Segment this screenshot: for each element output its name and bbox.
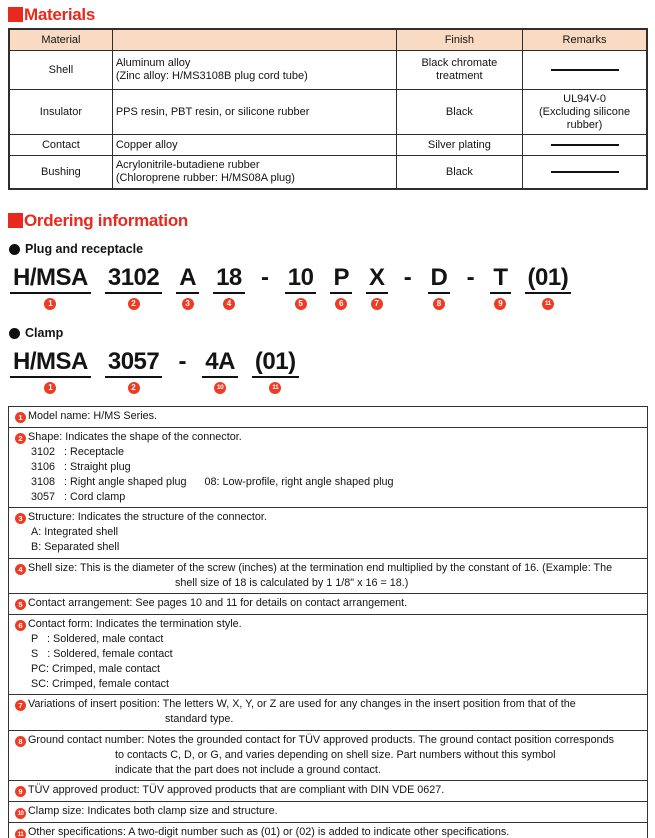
note-number-badge: 1 — [15, 412, 26, 423]
segment-number-badge: 3 — [182, 298, 194, 310]
note-line — [15, 783, 641, 798]
clamp-part-number — [10, 349, 648, 394]
description-cell — [112, 156, 396, 190]
materials-title: Materials — [24, 5, 96, 24]
note-line — [15, 825, 641, 838]
plug-code-segment — [285, 265, 317, 310]
note-line: 3102 : Receptacle — [31, 445, 125, 458]
note-line: shell size of 18 is calculated by 1 1/8" x 16 = 18.) — [175, 576, 409, 589]
material-cell: Insulator — [9, 90, 112, 135]
finish-line: Black — [445, 105, 473, 118]
plug-code-segment — [105, 265, 162, 310]
segment-number-badge: 11 — [269, 382, 281, 394]
table-row — [9, 156, 647, 190]
material-cell: Bushing — [9, 156, 112, 190]
dash-line — [551, 144, 619, 146]
segment-number-badge: 1 — [44, 298, 56, 310]
ordering-section-header — [8, 212, 648, 229]
materials-table-header-row — [9, 29, 647, 51]
plug-code-segment-text: T — [490, 265, 510, 294]
note-row-8 — [8, 730, 648, 782]
clamp-code-segment-text: (01) — [252, 349, 299, 378]
plug-code-segment — [330, 265, 352, 310]
note-number-badge: 9 — [15, 786, 26, 797]
note-row-9 — [8, 780, 648, 802]
note-text: Contact form: Indicates the termination style. — [28, 617, 242, 630]
note-text: Model name: H/MS Series. — [28, 410, 158, 422]
description-line: (Chloroprene rubber: H/MS08A plug) — [115, 172, 295, 184]
remarks-cell — [523, 156, 647, 190]
segment-number-badge: 7 — [371, 298, 383, 310]
red-square-icon — [8, 7, 23, 22]
segment-number-badge: 9 — [494, 298, 506, 310]
ordering-title: Ordering information — [24, 211, 189, 230]
note-row-7 — [8, 694, 648, 731]
note-line — [15, 733, 641, 748]
separator-dash-text: - — [261, 264, 269, 291]
materials-column-header-finish: Finish — [396, 29, 522, 51]
finish-line: Silver plating — [427, 138, 491, 151]
note-row-3 — [8, 507, 648, 559]
separator-dash — [259, 265, 271, 309]
note-line: indicate that the part does not include a ground contact. — [115, 763, 381, 776]
plug-part-number — [10, 265, 648, 310]
segment-number-badge: 8 — [433, 298, 445, 310]
plug-code-segment-text: 10 — [285, 265, 317, 294]
note-line — [15, 804, 641, 820]
table-row — [9, 51, 647, 90]
description-line: (Zinc alloy: H/MS3108B plug cord tube) — [115, 70, 308, 82]
note-line: B: Separated shell — [31, 541, 120, 553]
note-text: Shell size: This is the diameter of the screw (inches) at the termination end multiplied by the constant of 16. (Example: The — [28, 561, 613, 574]
note-text: Variations of insert position: The letters W, X, Y, or Z are used for any changes in the insert position from that of the — [28, 698, 576, 710]
table-row — [9, 90, 647, 135]
bullet-circle-icon — [9, 328, 20, 339]
finish-cell — [396, 156, 522, 190]
dash-line — [551, 69, 619, 71]
materials-column-header-description — [112, 29, 396, 51]
separator-dash-text: - — [403, 264, 412, 291]
plug-code-segment — [366, 265, 388, 310]
dash-line — [551, 171, 619, 173]
plug-code-segment-text: A — [176, 265, 199, 294]
note-line: to contacts C, D, or G, and varies depending on shell size. Part numbers without this symbol — [115, 748, 556, 761]
remarks-line: UL94V-0 — [563, 92, 606, 105]
plug-code-segment-text: (01) — [525, 265, 572, 294]
note-line: standard type. — [165, 713, 234, 725]
segment-number-badge: 2 — [128, 298, 140, 310]
note-number-badge: 5 — [15, 599, 26, 610]
finish-cell — [396, 90, 522, 135]
note-row-10 — [8, 801, 648, 824]
description-cell — [112, 90, 396, 135]
finish-cell — [396, 135, 522, 156]
clamp-code-segment-text: 4A — [202, 349, 238, 378]
note-row-1 — [8, 406, 648, 428]
note-line — [15, 510, 641, 525]
note-line: S : Soldered, female contact — [31, 647, 173, 660]
plug-code-segment-text: X — [366, 265, 388, 294]
note-line — [15, 697, 641, 712]
remarks-line: rubber) — [566, 118, 603, 131]
note-line: 3106 : Straight plug — [31, 460, 131, 473]
plug-code-segment-text: H/MSA — [10, 265, 91, 294]
note-number-badge: 11 — [15, 829, 26, 838]
segment-number-badge: 11 — [542, 298, 554, 310]
material-cell: Shell — [9, 51, 112, 90]
note-line — [15, 561, 641, 576]
separator-dash — [176, 349, 188, 393]
note-text: Ground contact number: Notes the grounded contact for TÜV approved products. The ground contact position corresponds — [28, 733, 614, 746]
description-line: Acrylonitrile-butadiene rubber — [115, 159, 260, 171]
segment-number-badge: 4 — [223, 298, 235, 310]
note-number-badge: 10 — [15, 808, 26, 819]
note-line: PC: Crimped, male contact — [31, 662, 161, 675]
clamp-code-segment-text: 3057 — [105, 349, 162, 378]
note-text: Clamp size: Indicates both clamp size and structure. — [28, 804, 278, 817]
plug-code-segment — [428, 265, 451, 310]
plug-code-segment — [10, 265, 91, 310]
note-line: P : Soldered, male contact — [31, 632, 164, 645]
note-number-badge: 4 — [15, 564, 26, 575]
remarks-cell — [523, 135, 647, 156]
finish-cell — [396, 51, 522, 90]
note-row-2 — [8, 427, 648, 509]
description-cell — [112, 51, 396, 90]
note-line: 3108 : Right angle shaped plug 08: Low-profile, right angle shaped plug — [31, 475, 394, 488]
note-text: Shape: Indicates the shape of the connector. — [28, 430, 242, 443]
material-cell: Contact — [9, 135, 112, 156]
note-number-badge: 3 — [15, 513, 26, 524]
segment-number-badge: 2 — [128, 382, 140, 394]
note-row-5 — [8, 593, 648, 615]
materials-section-header — [8, 6, 648, 23]
note-line — [15, 596, 641, 611]
plug-receptacle-label: Plug and receptacle — [25, 242, 144, 256]
description-cell — [112, 135, 396, 156]
ordering-notes-list — [8, 406, 648, 838]
clamp-heading — [9, 326, 648, 340]
finish-line: treatment — [436, 70, 483, 82]
note-line: SC: Crimped, female contact — [31, 677, 170, 690]
clamp-code-segment — [10, 349, 91, 394]
plug-receptacle-heading — [9, 242, 648, 256]
segment-number-badge: 6 — [335, 298, 347, 310]
note-line: 3057 : Cord clamp — [31, 490, 126, 503]
plug-code-segment-text: 18 — [213, 265, 245, 294]
note-line: A: Integrated shell — [31, 526, 119, 538]
segment-number-badge: 5 — [295, 298, 307, 310]
remarks-line: (Excluding silicone — [538, 105, 631, 118]
plug-code-segment-text: P — [330, 265, 352, 294]
plug-code-segment — [490, 265, 510, 310]
note-text: Contact arrangement: See pages 10 and 11 for details on contact arrangement. — [28, 597, 408, 609]
note-number-badge: 7 — [15, 700, 26, 711]
note-line — [15, 409, 641, 424]
segment-number-badge: 1 — [44, 382, 56, 394]
note-number-badge: 8 — [15, 736, 26, 747]
separator-dash — [402, 265, 414, 309]
materials-column-header-material: Material — [9, 29, 112, 51]
separator-dash-text: - — [466, 264, 475, 291]
separator-dash — [464, 265, 476, 309]
materials-column-header-remarks: Remarks — [523, 29, 647, 51]
clamp-code-segment-text: H/MSA — [10, 349, 91, 378]
segment-number-badge: 10 — [214, 382, 226, 394]
note-number-badge: 6 — [15, 620, 26, 631]
table-row — [9, 135, 647, 156]
separator-dash-text: - — [178, 348, 186, 375]
clamp-label: Clamp — [25, 326, 64, 340]
finish-line: Black chromate — [421, 57, 498, 69]
note-row-6 — [8, 614, 648, 696]
clamp-code-segment — [105, 349, 162, 394]
description-line: Copper alloy — [115, 138, 178, 151]
clamp-code-segment — [202, 349, 238, 394]
plug-code-segment-text: D — [428, 265, 451, 294]
description-line: PPS resin, PBT resin, or silicone rubber — [115, 105, 310, 118]
plug-code-segment — [176, 265, 199, 310]
remarks-cell — [523, 51, 647, 90]
note-line — [15, 617, 641, 632]
plug-code-segment — [213, 265, 245, 310]
plug-code-segment-text: 3102 — [105, 265, 162, 294]
note-row-11 — [8, 822, 648, 838]
bullet-circle-icon — [9, 244, 20, 255]
note-text: Structure: Indicates the structure of the connector. — [28, 511, 267, 523]
clamp-code-segment — [252, 349, 299, 394]
plug-code-segment — [525, 265, 572, 310]
materials-table — [8, 28, 648, 190]
note-line — [15, 430, 641, 445]
note-text: TÜV approved product: TÜV approved products that are compliant with DIN VDE 0627. — [28, 784, 445, 796]
note-number-badge: 2 — [15, 433, 26, 444]
red-square-icon — [8, 213, 23, 228]
note-row-4 — [8, 558, 648, 595]
finish-line: Black — [445, 165, 473, 178]
description-line: Aluminum alloy — [115, 57, 191, 69]
note-text: Other specifications: A two-digit number such as (01) or (02) is added to indicate other specifications. — [28, 825, 510, 838]
remarks-cell — [523, 90, 647, 135]
